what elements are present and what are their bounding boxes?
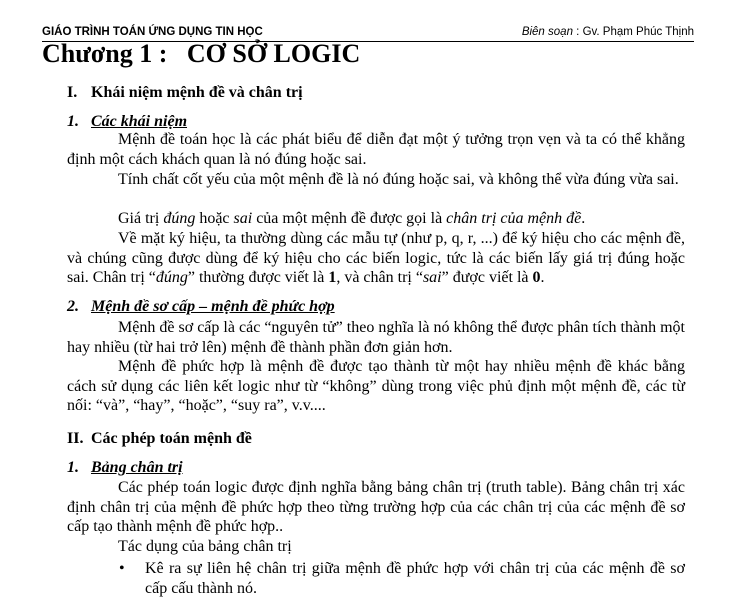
section-number: I.: [67, 84, 78, 101]
paragraph: [67, 229, 685, 288]
paragraph: [67, 209, 685, 229]
paragraph: Tác dụng của bảng chân trị: [118, 538, 292, 555]
paragraph: Mệnh đề sơ cấp là các “nguyên tử” theo nghĩa là nó không thể được phân tích thành một hay nhiều (từ hai trở lên) mệnh đề thành phần đơn giản hơn.: [67, 319, 685, 356]
text-run-italic: sai: [422, 269, 442, 287]
bullet-icon: •: [119, 560, 125, 577]
paragraph: Tính chất cốt yếu của một mệnh đề là nó đúng hoặc sai, và không thể vừa đúng vừa sai.: [118, 171, 679, 188]
subsection-title: Các khái niệm: [91, 113, 188, 130]
header-author: [522, 26, 694, 38]
text-run: hoặc: [195, 210, 234, 227]
subsection-heading-1: [67, 113, 187, 131]
text-run: Về mặt ký hiệu, ta thường dùng các mẫu tự (như p, q, r, ...) để ký hiệu cho các mệnh đề, và chúng cũng được dùng để ký hiệu cho các biến logic, tức là các biến lấy giá trị đúng hoặc sai. Chân trị “: [67, 230, 685, 287]
text-run: .: [540, 269, 545, 287]
header-author-label: Biên soạn: [521, 26, 573, 38]
section-title: Các phép toán mệnh đề: [91, 430, 252, 447]
text-run: ” được viết là: [441, 269, 533, 287]
header-author-name: Gv. Phạm Phúc Thịnh: [582, 26, 694, 38]
section-heading-1: [67, 84, 303, 102]
paragraph: Các phép toán logic được định nghĩa bằng bảng chân trị (truth table). Bảng chân trị xác định chân trị của mệnh đề phức hợp theo từng trường hợp của các chân trị của các mệnh đề sơ cấp tạo thành mệnh đề phức hợp..: [67, 479, 685, 536]
section-number: II.: [67, 430, 84, 447]
paragraph: Mệnh đề phức hợp là mệnh đề được tạo thành từ một hay nhiều mệnh đề khác bằng cách sử dụng các liên kết logic như từ “không” dùng trong việc phủ định một mệnh đề, các từ nối: “và”, “hay”, “hoặc”, “suy ra”, v.v....: [67, 358, 685, 415]
section-heading-2: [67, 430, 252, 448]
subsection-heading-3: [67, 459, 183, 477]
paragraph: Mệnh đề toán học là các phát biểu để diễn đạt một ý tưởng trọn vẹn và ta có thể khẳng định một cách khách quan là nó đúng hoặc sai.: [67, 131, 685, 168]
text-run: , và chân trị “: [336, 269, 423, 287]
text-run-italic: đúng: [163, 210, 196, 227]
subsection-heading-2: [67, 298, 335, 316]
header-book-title: GIÁO TRÌNH TOÁN ỨNG DỤNG TIN HỌC: [42, 26, 263, 38]
subsection-number: 1.: [67, 459, 79, 476]
section-title: Khái niệm mệnh đề và chân trị: [91, 84, 303, 101]
header-author-sep: :: [572, 26, 583, 38]
text-run-italic: sai: [233, 210, 253, 227]
text-run-bold: 1: [328, 269, 337, 287]
subsection-number: 2.: [67, 298, 79, 315]
subsection-number: 1.: [67, 113, 79, 130]
text-run: Giá trị: [118, 210, 164, 227]
text-run-bold: 0: [532, 269, 541, 287]
text-run-italic: đúng: [155, 269, 188, 287]
text-run: của một mệnh đề được gọi là: [252, 210, 447, 227]
subsection-title: Mệnh đề sơ cấp – mệnh đề phức hợp: [91, 298, 335, 315]
text-run-italic: chân trị của mệnh đề: [446, 210, 582, 227]
text-run: .: [581, 210, 586, 227]
list-item-text: Kê ra sự liên hệ chân trị giữa mệnh đề phức hợp với chân trị của các mệnh đề sơ cấp cấu thành nó.: [145, 560, 685, 597]
text-run: ” thường được viết là: [187, 269, 329, 287]
subsection-title: Bảng chân trị: [91, 459, 183, 476]
list-item: [119, 559, 685, 598]
chapter-title: Chương 1 : CƠ SỞ LOGIC: [42, 39, 361, 68]
